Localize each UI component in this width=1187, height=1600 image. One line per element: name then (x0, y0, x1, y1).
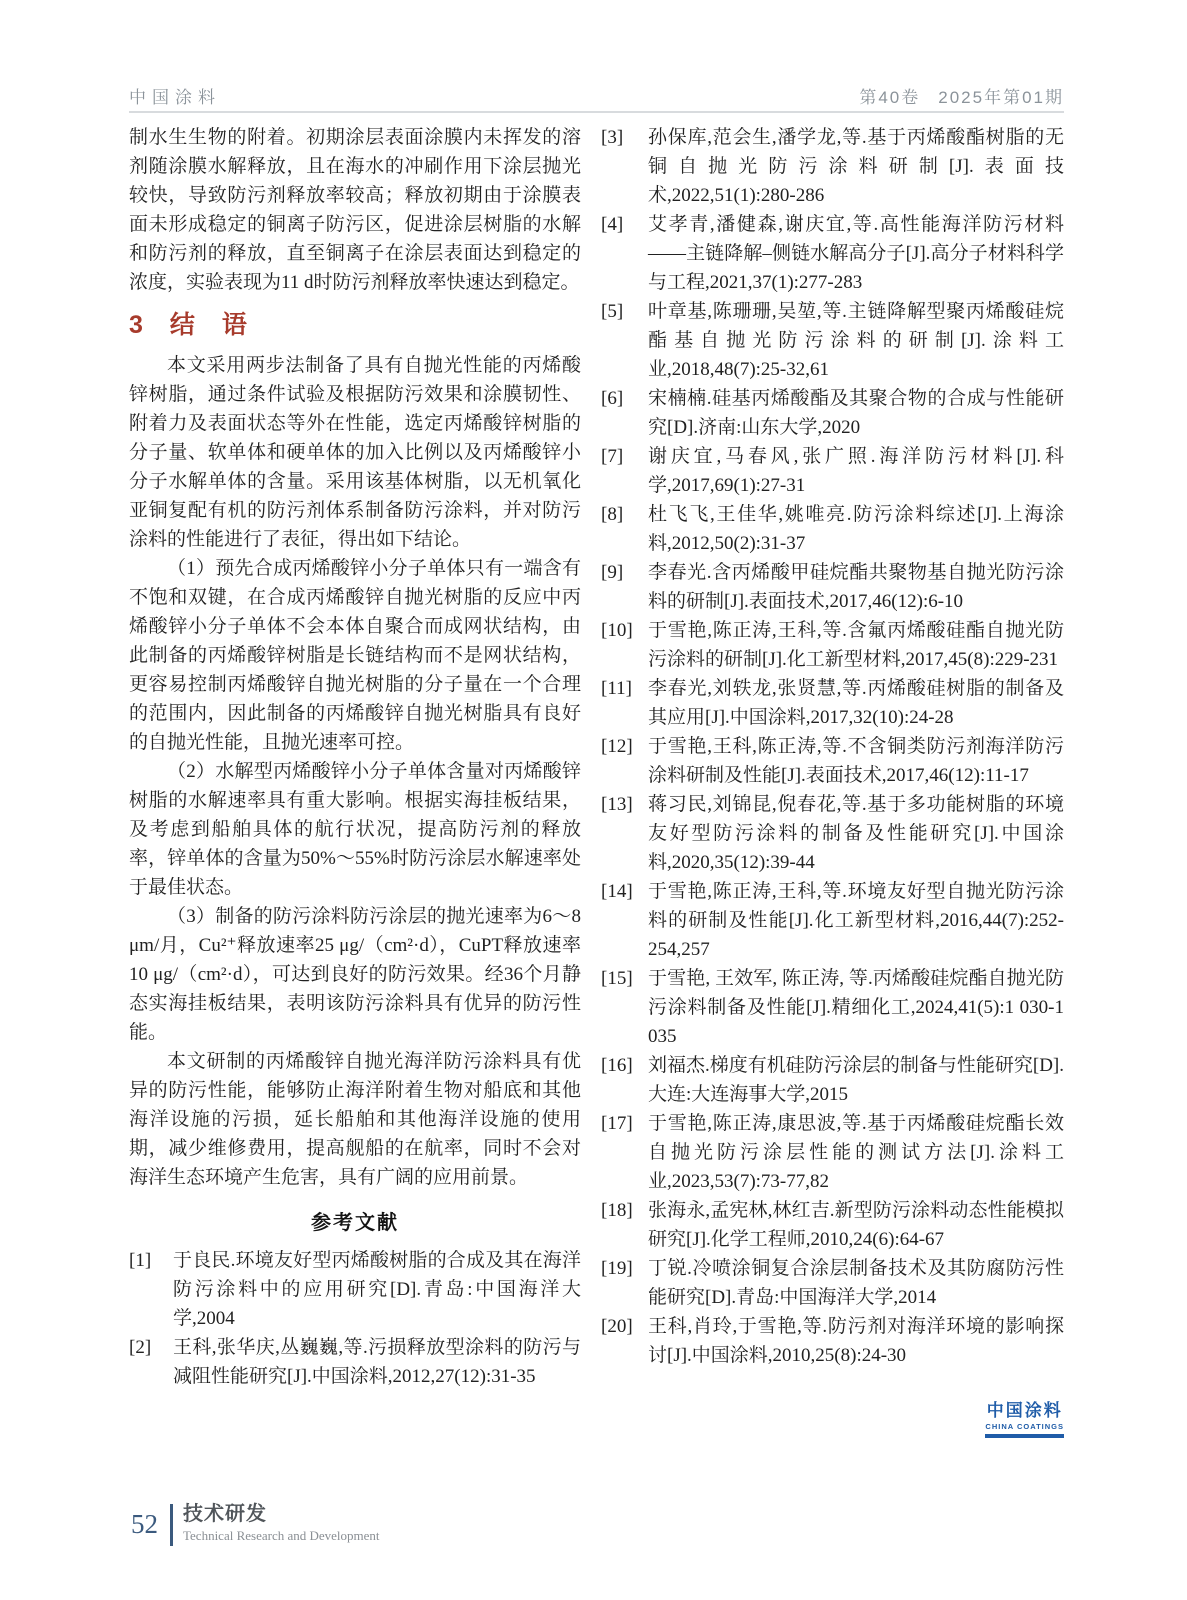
body-paragraph: 制水生生物的附着。初期涂层表面涂膜内未挥发的溶剂随涂膜水解释放，且在海水的冲刷作用下涂层抛光较快，导致防污剂释放率较高；释放初期由于涂膜表面未形成稳定的铜离子防污区，促进涂层树脂的水解和防污剂的释放，直至铜离子在涂层表面达到稳定的浓度，实验表现为11 d时防污剂释放率快速达到稳定。 (129, 127, 581, 293)
reference-text: 叶章基,陈珊珊,吴堃,等.主链降解型聚丙烯酸硅烷酯基自抛光防污涂料的研制[J].涂料工业,2018,48(7):25-32,61 (648, 301, 1064, 380)
reference-item (601, 732, 1064, 790)
reference-item (601, 1109, 1064, 1196)
reference-text: 于雪艳, 王效军, 陈正涛, 等.丙烯酸硅烷酯自抛光防污涂料制备及性能[J].精细化工,2024,41(5):1 030-1 035 (648, 968, 1064, 1047)
reference-item (601, 674, 1064, 732)
reference-item (601, 558, 1064, 616)
reference-item (601, 1051, 1064, 1109)
reference-number: [8] (601, 504, 624, 525)
logo-bar (985, 1434, 1064, 1438)
reference-text: 刘福杰.梯度有机硅防污涂层的制备与性能研究[D].大连:大连海事大学,2015 (648, 1055, 1064, 1105)
reference-text: 蒋习民,刘锦昆,倪春花,等.基于多功能树脂的环境友好型防污涂料的制备及性能研究[J].中国涂料,2020,35(12):39-44 (648, 794, 1064, 873)
reference-number: [4] (601, 214, 624, 235)
reference-item (601, 297, 1064, 384)
reference-number: [18] (601, 1200, 633, 1221)
reference-item (601, 442, 1064, 500)
reference-text: 于雪艳,陈正涛,王科,等.含氟丙烯酸硅酯自抛光防污涂料的研制[J].化工新型材料,2017,45(8):229-231 (648, 620, 1064, 670)
reference-item (601, 500, 1064, 558)
reference-number: [13] (601, 794, 633, 815)
header-divider (129, 111, 1064, 113)
reference-number: [11] (601, 678, 632, 699)
footer-section-en: Technical Research and Development (183, 1528, 380, 1543)
reference-item (601, 1196, 1064, 1254)
reference-text: 王科,肖玲,于雪艳,等.防污剂对海洋环境的影响探讨[J].中国涂料,2010,25(8):24-30 (648, 1316, 1064, 1366)
reference-text: 李春光.含丙烯酸甲硅烷酯共聚物基自抛光防污涂料的研制[J].表面技术,2017,46(12):6-10 (648, 562, 1064, 612)
reference-item (601, 790, 1064, 877)
reference-text: 王科,张华庆,丛巍巍,等.污损释放型涂料的防污与减阻性能研究[J].中国涂料,2012,27(12):31-35 (173, 1337, 581, 1387)
reference-text: 于雪艳,王科,陈正涛,等.不含铜类防污剂海洋防污涂料研制及性能[J].表面技术,2017,46(12):11-17 (648, 736, 1064, 786)
reference-number: [12] (601, 736, 633, 757)
footer-divider (170, 1504, 173, 1546)
reference-number: [3] (601, 127, 624, 148)
reference-item (601, 210, 1064, 297)
footer-section (183, 1502, 380, 1544)
reference-number: [20] (601, 1316, 633, 1337)
conclusion-point-1: （1）预先合成丙烯酸锌小分子单体只有一端含有不饱和双键，在合成丙烯酸锌自抛光树脂的反应中丙烯酸锌小分子单体不会本体自聚合而成网状结构，由此制备的丙烯酸锌树脂是长链结构而不是网状结构，更容易控制丙烯酸锌自抛光树脂的分子量在一个合理的范围内，因此制备的丙烯酸锌自抛光树脂具有良好的自抛光性能，且抛光速率可控。 (129, 558, 581, 753)
reference-number: [14] (601, 881, 633, 902)
reference-number: [17] (601, 1113, 633, 1134)
reference-text: 艾孝青,潘健森,谢庆宜,等.高性能海洋防污材料——主链降解–侧链水解高分子[J].高分子材料科学与工程,2021,37(1):277-283 (648, 214, 1064, 293)
reference-text: 于良民.环境友好型丙烯酸树脂的合成及其在海洋防污涂料中的应用研究[D].青岛:中国海洋大学,2004 (173, 1250, 581, 1329)
reference-number: [10] (601, 620, 633, 641)
reference-text: 于雪艳,陈正涛,康思波,等.基于丙烯酸硅烷酯长效自抛光防污涂层性能的测试方法[J].涂料工业,2023,53(7):73-77,82 (648, 1113, 1064, 1192)
reference-number: [9] (601, 562, 624, 583)
reference-item (601, 616, 1064, 674)
conclusion-point-2: （2）水解型丙烯酸锌小分子单体含量对丙烯酸锌树脂的水解速率具有重大影响。根据实海挂板结果，及考虑到船舶具体的航行状况，提高防污剂的释放率，锌单体的含量为50%～55%时防污涂层水解速率处于最佳状态。 (129, 761, 581, 898)
reference-item (129, 1333, 581, 1391)
reference-item (601, 1312, 1064, 1370)
reference-text: 谢庆宜,马春风,张广照.海洋防污材料[J].科学,2017,69(1):27-31 (648, 446, 1064, 496)
volume-label: 第40卷 (859, 88, 921, 107)
reference-text: 丁锐.冷喷涂铜复合涂层制备技术及其防腐防污性能研究[D].青岛:中国海洋大学,2014 (648, 1258, 1064, 1308)
reference-item (129, 1246, 581, 1333)
reference-number: [1] (129, 1250, 152, 1271)
reference-item (601, 1254, 1064, 1312)
right-column (601, 123, 1064, 1438)
reference-number: [5] (601, 301, 624, 322)
reference-number: [6] (601, 388, 624, 409)
reference-number: [2] (129, 1337, 152, 1358)
reference-text: 杜飞飞,王佳华,姚唯亮.防污涂料综述[J].上海涂料,2012,50(2):31-37 (648, 504, 1064, 554)
issue-info (859, 83, 1064, 108)
reference-text: 张海永,孟宪林,林红吉.新型防污涂料动态性能模拟研究[J].化学工程师,2010,24(6):64-67 (648, 1200, 1064, 1250)
section-heading-conclusion: 3 结 语 (129, 311, 248, 339)
issue-label: 2025年第01期 (938, 88, 1064, 107)
journal-name: 中国涂料 (129, 88, 221, 107)
body-paragraph: 本文采用两步法制备了具有自抛光性能的丙烯酸锌树脂，通过条件试验及根据防污效果和涂膜韧性、附着力及表面状态等外在性能，选定丙烯酸锌树脂的分子量、软单体和硬单体的加入比例以及丙烯酸锌小分子水解单体的含量。采用该基体树脂，以无机氧化亚铜复配有机的防污剂体系制备防污涂料，并对防污涂料的性能进行了表征，得出如下结论。 (129, 355, 581, 550)
conclusion-point-3: （3）制备的防污涂料防污涂层的抛光速率为6～8 μm/月，Cu²⁺释放速率25 μg/（cm²·d），CuPT释放速率10 μg/（cm²·d），可达到良好的防污效果。经36个月静态实海挂板结果，表明该防污涂料具有优异的防污性能。 (129, 906, 581, 1043)
reference-item (601, 123, 1064, 210)
footer-section-cn: 技术研发 (183, 1503, 267, 1525)
reference-number: [7] (601, 446, 624, 467)
reference-item (601, 964, 1064, 1051)
reference-text: 李春光,刘轶龙,张贤慧,等.丙烯酸硅树脂的制备及其应用[J].中国涂料,2017,32(10):24-28 (648, 678, 1064, 728)
page-number: 52 (131, 1509, 158, 1539)
reference-text: 于雪艳,陈正涛,王科,等.环境友好型自抛光防污涂料的研制及性能[J].化工新型材料,2016,44(7):252-254,257 (648, 881, 1064, 960)
references-heading: 参考文献 (311, 1212, 399, 1234)
reference-number: [15] (601, 968, 633, 989)
reference-text: 宋楠楠.硅基丙烯酸酯及其聚合物的合成与性能研究[D].济南:山东大学,2020 (648, 388, 1064, 438)
page-footer (131, 1502, 380, 1546)
reference-number: [19] (601, 1258, 633, 1279)
body-paragraph: 本文研制的丙烯酸锌自抛光海洋防污涂料具有优异的防污性能，能够防止海洋附着生物对船底和其他海洋设施的污损，延长船舶和其他海洋设施的使用期，减少维修费用，提高舰船的在航率，同时不会对海洋生态环境产生危害，具有广阔的应用前景。 (129, 1051, 581, 1188)
reference-item (601, 384, 1064, 442)
page-header (129, 83, 1064, 108)
reference-item (601, 877, 1064, 964)
logo-text-en: CHINA COATINGS (985, 1422, 1064, 1431)
china-coatings-logo (985, 1396, 1064, 1438)
logo-text-cn: 中国涂料 (986, 1401, 1063, 1420)
reference-number: [16] (601, 1055, 633, 1076)
left-column (129, 123, 581, 1391)
reference-text: 孙保库,范会生,潘学龙,等.基于丙烯酸酯树脂的无铜自抛光防污涂料研制[J].表面技术,2022,51(1):280-286 (648, 127, 1064, 206)
